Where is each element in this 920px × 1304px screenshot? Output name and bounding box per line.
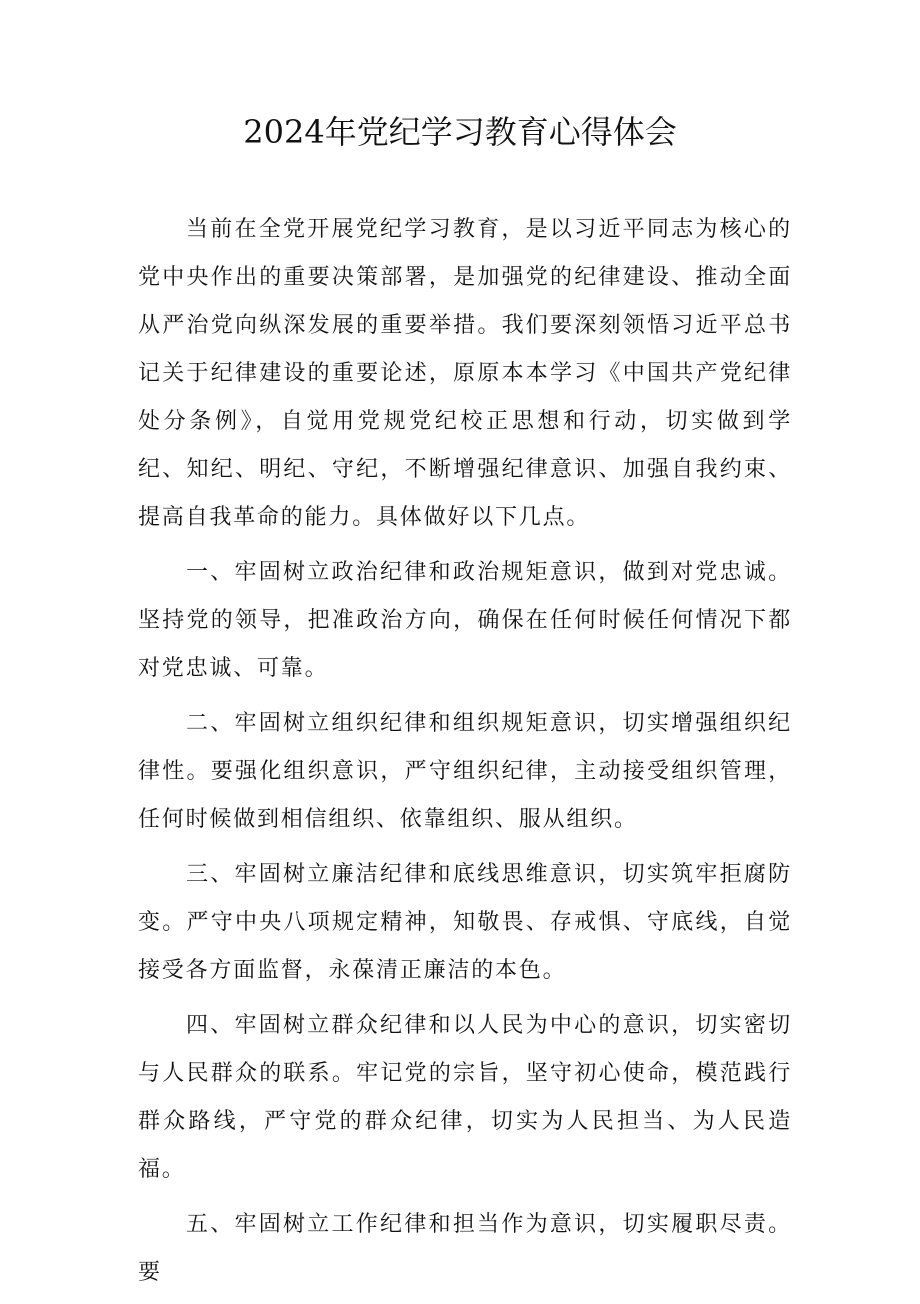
paragraph-intro: 当前在全党开展党纪学习教育，是以习近平同志为核心的党中央作出的重要决策部署，是加强党的纪律建设、推动全面从严治党向纵深发展的重要举措。我们要深刻领悟习近平总书记关于纪律建设的重要论述，原原本本学习《中国共产党纪律处分条例》，自觉用党规党纪校正思想和行动，切实做到学纪、知纪、明纪、守纪，不断增强纪律意识、加强自我约束、提高自我革命的能力。具体做好以下几点。 [138, 217, 792, 530]
paragraph-point-4: 四、牢固树立群众纪律和以人民为中心的意识，切实密切与人民群众的联系。牢记党的宗旨，坚守初心使命，模范践行群众路线，严守党的群众纪律，切实为人民担当、为人民造福。 [138, 1013, 792, 1182]
document-title: 2024年党纪学习教育心得体会 [243, 113, 677, 151]
paragraph-point-3: 三、牢固树立廉洁纪律和底线思维意识，切实筑牢拒腐防变。严守中央八项规定精神，知敬畏、存戒惧、守底线，自觉接受各方面监督，永葆清正廉洁的本色。 [138, 862, 792, 983]
paragraph-point-5: 五、牢固树立工作纪律和担当作为意识，切实履职尽责。要 [138, 1212, 792, 1285]
paragraph-point-2: 二、牢固树立组织纪律和组织规矩意识，切实增强组织纪律性。要强化组织意识，严守组织纪律，主动接受组织管理，任何时候做到相信组织、依靠组织、服从组织。 [138, 711, 792, 832]
document-body [138, 206, 792, 1304]
paragraph-point-1: 一、牢固树立政治纪律和政治规矩意识，做到对党忠诚。坚持党的领导，把准政治方向，确保在任何时候任何情况下都对党忠诚、可靠。 [138, 560, 792, 681]
